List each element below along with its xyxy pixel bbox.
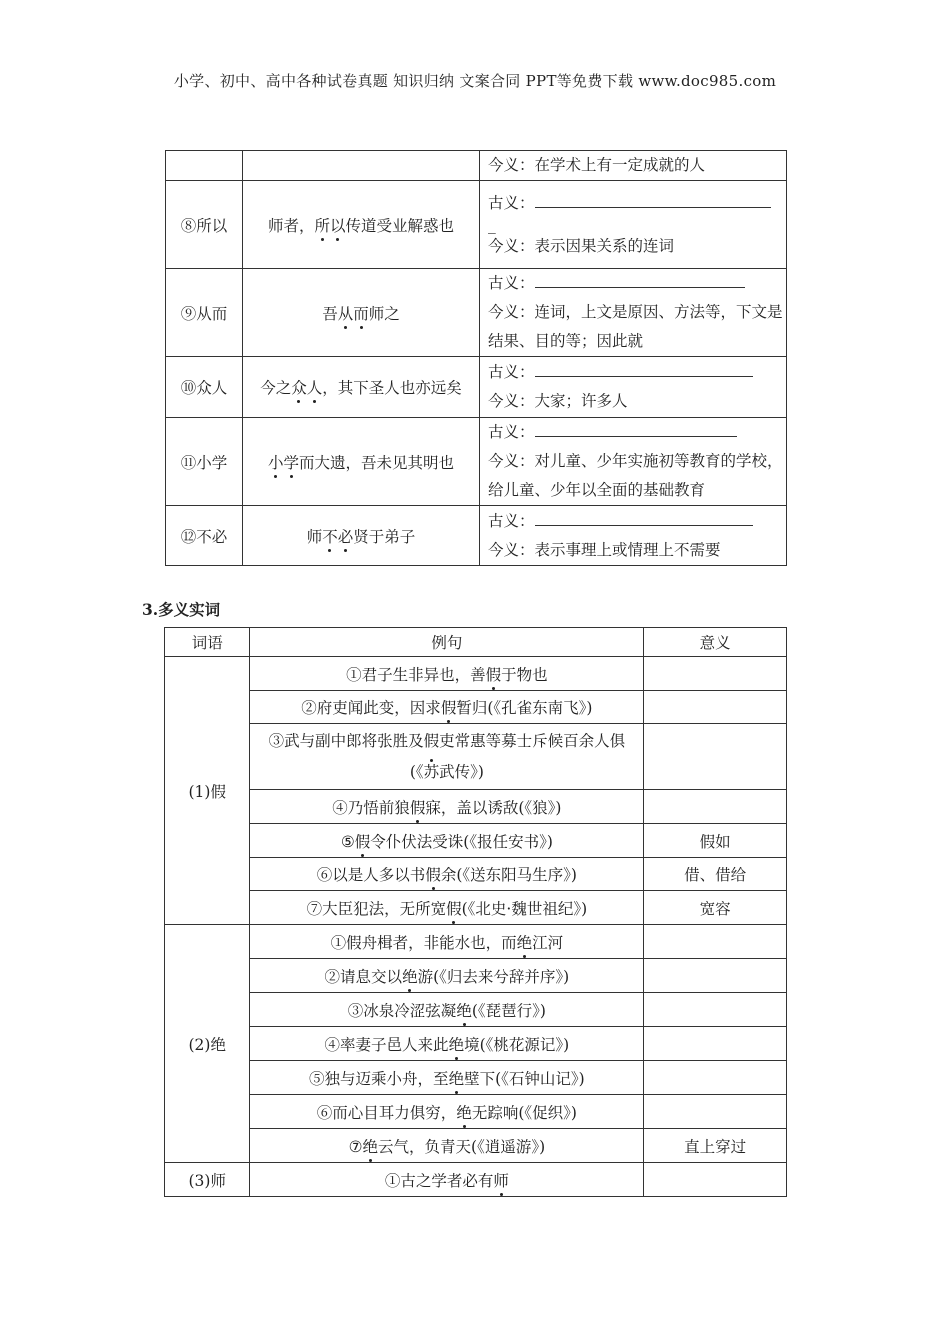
meaning-cell[interactable] xyxy=(644,790,787,824)
table-row xyxy=(166,151,787,181)
word-cell: ⑨从而 xyxy=(166,269,243,357)
example-cell: ⑥而心目耳力俱穷，绝无踪响(《促织》) xyxy=(250,1095,644,1129)
example-cell: ③武与副中郎将张胜及假吏常惠等募士斥候百余人俱(《苏武传》) xyxy=(250,724,644,790)
polysemy-table xyxy=(164,627,787,1197)
ancient-label: 古义： xyxy=(488,423,535,441)
word-cell: (3)师 xyxy=(165,1163,250,1197)
table-row xyxy=(165,959,787,993)
meaning-cell[interactable] xyxy=(644,993,787,1027)
word-cell: ⑩众人 xyxy=(166,357,243,418)
meaning-cell xyxy=(480,181,787,269)
meaning-cell xyxy=(480,506,787,566)
table-row xyxy=(165,1027,787,1061)
section-title: 3.多义实词 xyxy=(142,600,221,619)
meaning-cell[interactable] xyxy=(644,925,787,959)
example-cell: ⑥以是人多以书假余(《送东阳马生序》) xyxy=(250,858,644,891)
meaning-cell[interactable] xyxy=(644,724,787,790)
table-row xyxy=(165,824,787,858)
example-cell: 吾从而师之 xyxy=(243,269,480,357)
modern-meaning: 今义：在学术上有一定成就的人 xyxy=(488,156,706,174)
table-row xyxy=(165,925,787,959)
meaning-cell: 借、借给 xyxy=(644,858,787,891)
modern-meaning: 今义：大家；许多人 xyxy=(488,392,628,410)
table-header-row xyxy=(165,628,787,657)
answer-blank[interactable] xyxy=(535,422,737,437)
meaning-cell[interactable] xyxy=(644,691,787,724)
ancient-label: 古义： xyxy=(488,274,535,292)
meaning-cell xyxy=(480,269,787,357)
example-cell: 小学而大遗，吾未见其明也 xyxy=(243,418,480,506)
table-row xyxy=(166,269,787,357)
example-cell xyxy=(243,151,480,181)
example-cell: ⑦绝云气，负青天(《逍遥游》) xyxy=(250,1129,644,1163)
meaning-cell: 假如 xyxy=(644,824,787,858)
example-cell: ①假舟楫者，非能水也，而绝江河 xyxy=(250,925,644,959)
example-cell: ⑦大臣犯法，无所宽假(《北史·魏世祖纪》) xyxy=(250,891,644,925)
table-row xyxy=(165,1061,787,1095)
meaning-cell xyxy=(480,418,787,506)
meaning-cell[interactable] xyxy=(644,657,787,691)
example-cell: ③冰泉冷涩弦凝绝(《琵琶行》) xyxy=(250,993,644,1027)
table-row xyxy=(166,357,787,418)
table-row xyxy=(165,724,787,790)
table-row xyxy=(166,418,787,506)
word-cell: ⑪小学 xyxy=(166,418,243,506)
example-cell: ⑤假令仆伏法受诛(《报任安书》) xyxy=(250,824,644,858)
meaning-cell[interactable] xyxy=(644,1061,787,1095)
ancient-modern-meaning-table xyxy=(165,150,787,566)
table-row xyxy=(165,691,787,724)
example-cell: ④乃悟前狼假寐，盖以诱敌(《狼》) xyxy=(250,790,644,824)
answer-blank[interactable] xyxy=(535,511,753,526)
ancient-label: 古义： xyxy=(488,193,535,212)
table-row xyxy=(165,1095,787,1129)
blank-continuation: _ xyxy=(488,215,496,234)
answer-blank[interactable] xyxy=(535,362,753,377)
example-cell: ⑤独与迈乘小舟，至绝壁下(《石钟山记》) xyxy=(250,1061,644,1095)
word-cell: ⑫不必 xyxy=(166,506,243,566)
word-cell: (2)绝 xyxy=(165,925,250,1163)
table-row xyxy=(165,1163,787,1197)
modern-meaning: 今义：连词，上文是原因、方法等，下文是结果、目的等；因此就 xyxy=(488,303,783,350)
meaning-cell[interactable] xyxy=(644,1027,787,1061)
ancient-label: 古义： xyxy=(488,511,535,530)
example-cell: ④率妻子邑人来此绝境(《桃花源记》) xyxy=(250,1027,644,1061)
word-cell xyxy=(166,151,243,181)
example-cell: ②府吏闻此变，因求假暂归(《孔雀东南飞》) xyxy=(250,691,644,724)
header-word: 词语 xyxy=(165,628,250,657)
table-row xyxy=(165,790,787,824)
word-cell: ⑧所以 xyxy=(166,181,243,269)
meaning-cell[interactable] xyxy=(644,1095,787,1129)
table-row xyxy=(165,858,787,891)
example-cell: ①古之学者必有师 xyxy=(250,1163,644,1197)
example-cell: 师者，所以传道受业解惑也 xyxy=(243,181,480,269)
example-cell: ①君子生非异也，善假于物也 xyxy=(250,657,644,691)
meaning-cell: 宽容 xyxy=(644,891,787,925)
example-cell: ②请息交以绝游(《归去来兮辞并序》) xyxy=(250,959,644,993)
table-row xyxy=(165,891,787,925)
table-row xyxy=(165,1129,787,1163)
ancient-label: 古义： xyxy=(488,363,535,381)
meaning-cell[interactable] xyxy=(644,1163,787,1197)
example-cell: 今之众人，其下圣人也亦远矣 xyxy=(243,357,480,418)
meaning-cell xyxy=(480,357,787,418)
header-example: 例句 xyxy=(250,628,644,657)
word-cell: (1)假 xyxy=(165,657,250,925)
table-row xyxy=(166,506,787,566)
example-cell: 师不必贤于弟子 xyxy=(243,506,480,566)
modern-meaning: 今义：表示事理上或情理上不需要 xyxy=(488,540,721,559)
meaning-cell: 直上穿过 xyxy=(644,1129,787,1163)
modern-meaning: 今义：对儿童、少年实施初等教育的学校，给儿童、少年以全面的基础教育 xyxy=(488,452,783,499)
meaning-cell[interactable] xyxy=(644,959,787,993)
header-meaning: 意义 xyxy=(644,628,787,657)
answer-blank[interactable] xyxy=(535,273,745,288)
table-row xyxy=(165,993,787,1027)
modern-meaning: 今义：表示因果关系的连词 xyxy=(488,236,675,255)
table-row xyxy=(165,657,787,691)
answer-blank[interactable] xyxy=(535,193,771,208)
table-row xyxy=(166,181,787,269)
page-header: 小学、初中、高中各种试卷真题 知识归纳 文案合同 PPT等免费下载 www.doc985.com xyxy=(173,72,777,90)
meaning-cell xyxy=(480,151,787,181)
